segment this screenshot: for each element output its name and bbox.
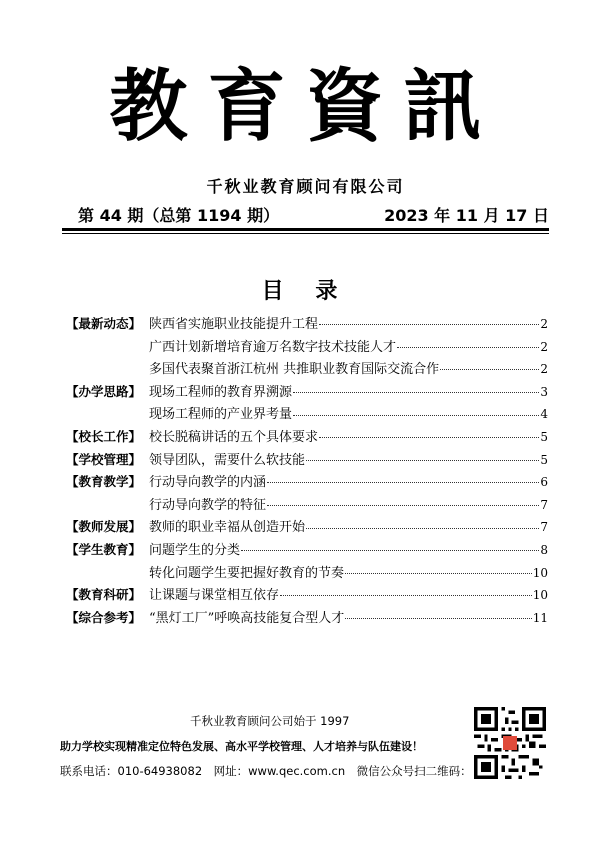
toc-title: 校长脱稿讲话的五个具体要求 xyxy=(149,429,319,445)
dot-leader xyxy=(293,414,539,416)
issue-row xyxy=(78,203,549,226)
toc-heading: 目 录 xyxy=(261,279,350,304)
dot-leader xyxy=(306,459,539,461)
toc-page: 5 xyxy=(540,429,548,444)
toc-page: 10 xyxy=(532,588,548,603)
dot-leader xyxy=(306,527,539,529)
toc-entry[interactable] xyxy=(66,539,548,562)
publication-title: 教育資訊 xyxy=(109,61,502,152)
toc-entry[interactable] xyxy=(66,426,548,449)
toc-page: 8 xyxy=(540,542,548,557)
toc-page: 11 xyxy=(532,610,548,625)
toc-title: 转化问题学生要把握好教育的节奏 xyxy=(149,565,345,581)
dot-leader xyxy=(345,617,531,619)
toc-title: 广西计划新增培育逾万名数字技术技能人才 xyxy=(149,339,397,355)
toc-title: 让课题与课堂相互依存 xyxy=(149,588,280,604)
toc-category: 【学校管理】 xyxy=(66,451,142,467)
qr-code-icon[interactable] xyxy=(474,707,546,779)
dot-leader xyxy=(293,391,539,393)
toc-category: 【学生教育】 xyxy=(66,541,142,557)
toc-entry[interactable] xyxy=(66,562,548,585)
toc-entry[interactable] xyxy=(66,358,548,381)
toc-page: 5 xyxy=(540,452,548,467)
toc-page: 4 xyxy=(540,407,548,422)
toc-page: 3 xyxy=(540,384,548,399)
toc-title: 多国代表聚首浙江杭州 共推职业教育国际交流合作 xyxy=(149,362,440,378)
toc-category: 【教育科研】 xyxy=(66,587,142,603)
toc-category: 【办学思路】 xyxy=(66,383,142,399)
toc-page: 2 xyxy=(540,317,548,331)
header-rule-thick xyxy=(62,228,549,231)
toc-title: 行动导向教学的特征 xyxy=(149,497,267,513)
toc-entry[interactable] xyxy=(66,336,548,359)
footer-contact: 联系电话：010-64938082 网址：www.qec.com.cn 微信公众号扫二维码： xyxy=(60,764,472,778)
toc-category: 【教育教学】 xyxy=(66,474,142,490)
toc-entry[interactable] xyxy=(66,313,548,336)
dot-leader xyxy=(267,504,539,506)
toc-title: 行动导向教学的内涵 xyxy=(149,475,267,491)
dot-leader xyxy=(319,323,539,325)
toc-title: 问题学生的分类 xyxy=(149,542,241,558)
toc-title: 现场工程师的产业界考量 xyxy=(149,407,293,423)
issue-date: 2023 年 11 月 17 日 xyxy=(384,206,549,225)
toc-entry[interactable] xyxy=(66,471,548,494)
footer-slogan: 助力学校实现精准定位特色发展、高水平学校管理、人才培养与队伍建设！ xyxy=(60,740,423,753)
toc-entry[interactable] xyxy=(66,607,548,630)
footer-founded: 千秋业教育顾问公司始于 1997 xyxy=(190,714,350,728)
table-of-contents xyxy=(66,313,548,629)
toc-title: 领导团队，需要什么软技能 xyxy=(149,452,306,468)
toc-entry[interactable] xyxy=(66,584,548,607)
toc-page: 7 xyxy=(540,520,548,535)
toc-entry[interactable] xyxy=(66,403,548,426)
toc-page: 10 xyxy=(532,565,548,580)
toc-page: 2 xyxy=(540,339,548,354)
dot-leader xyxy=(397,346,539,348)
toc-title: 现场工程师的教育界溯源 xyxy=(149,384,293,400)
dot-leader xyxy=(241,549,539,551)
toc-category: 【校长工作】 xyxy=(66,428,142,444)
dot-leader xyxy=(267,481,539,483)
issue-number: 第 44 期（总第 1194 期） xyxy=(78,206,280,225)
company-name: 千秋业教育顾问有限公司 xyxy=(206,177,405,196)
toc-page: 6 xyxy=(540,475,548,490)
toc-category: 【教师发展】 xyxy=(66,519,142,535)
dot-leader xyxy=(319,436,539,438)
toc-entry[interactable] xyxy=(66,449,548,472)
toc-page: 2 xyxy=(540,362,548,377)
dot-leader xyxy=(440,368,539,370)
dot-leader xyxy=(280,594,532,596)
toc-entry[interactable] xyxy=(66,516,548,539)
toc-title: 教师的职业幸福从创造开始 xyxy=(149,520,306,536)
dot-leader xyxy=(345,572,532,574)
toc-page: 7 xyxy=(540,497,548,512)
toc-category: 【最新动态】 xyxy=(66,316,142,331)
header-rule-thin xyxy=(62,233,549,234)
toc-title: “黑灯工厂”呼唤高技能复合型人才 xyxy=(149,610,345,626)
toc-entry[interactable] xyxy=(66,381,548,404)
toc-title: 陕西省实施职业技能提升工程 xyxy=(149,317,319,332)
toc-entry[interactable] xyxy=(66,494,548,517)
toc-category: 【综合参考】 xyxy=(66,609,142,625)
